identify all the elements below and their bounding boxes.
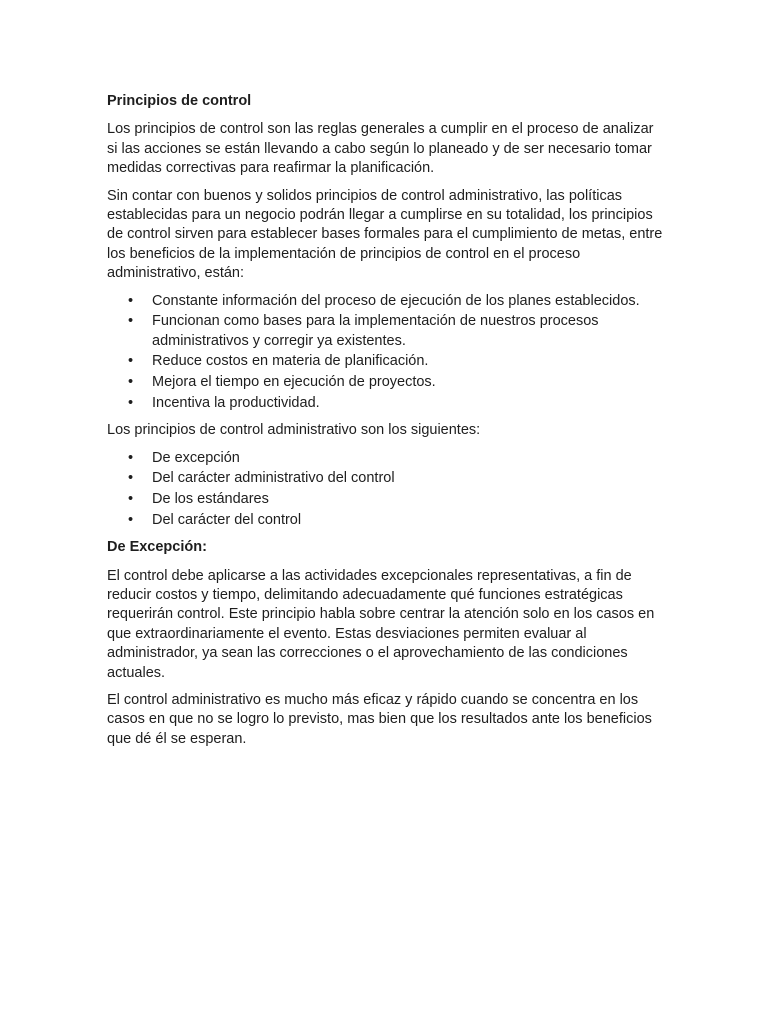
- bullet-icon: •: [128, 292, 134, 309]
- principles-intro: Los principios de control administrativo son los siguientes:: [107, 422, 481, 439]
- section-paragraph-2: El control administrativo es mucho más eficaz y rápido cuando se concentra en los casos en que no se logro lo previsto, mas bien que los resultados ante los beneficios que dé él se esperan.: [107, 692, 652, 747]
- section-paragraph-1: El control debe aplicarse a las actividades excepcionales representativas, a fin de reducir costos y tiempo, delimitando adecuadamente qué funciones estratégicas requerirán control. Este principio habla sobre centrar la atención solo en los casos en que extraordinariamente el evento. Estas desviaciones permiten evaluar al administrador, ya sean las correcciones o el aprovechamiento de las condiciones actuales.: [107, 567, 655, 681]
- bullet-icon: •: [128, 313, 134, 330]
- list-item: • Del carácter administrativo del control: [107, 469, 667, 488]
- bullet-icon: •: [128, 394, 134, 411]
- benefits-list: [107, 292, 667, 414]
- list-item: • Reduce costos en materia de planificación.: [107, 352, 667, 371]
- document-page: [107, 92, 667, 749]
- bullet-icon: •: [128, 511, 134, 528]
- list-item: • Mejora el tiempo en ejecución de proyectos.: [107, 373, 667, 392]
- list-item: • Constante información del proceso de ejecución de los planes establecidos.: [107, 292, 667, 311]
- list-item: • Del carácter del control: [107, 511, 667, 530]
- bullet-icon: •: [128, 449, 134, 466]
- intro-paragraph-1: Los principios de control son las reglas generales a cumplir en el proceso de analizar si las acciones se están llevando a cabo según lo planeado y de ser necesario tomar medidas correctivas para reafirmar la planificación.: [107, 121, 654, 177]
- list-item: • De los estándares: [107, 490, 667, 509]
- list-item: • Incentiva la productividad.: [107, 394, 667, 413]
- document-title: Principios de control: [107, 93, 252, 109]
- bullet-icon: •: [128, 374, 134, 391]
- bullet-icon: •: [128, 470, 134, 487]
- principles-list: [107, 449, 667, 531]
- section-heading: De Excepción:: [107, 539, 207, 556]
- bullet-icon: •: [128, 353, 134, 370]
- bullet-icon: •: [128, 491, 134, 508]
- list-item: • Funcionan como bases para la implementación de nuestros procesos administrativos y corregir ya existentes.: [128, 313, 599, 349]
- list-item: • De excepción: [107, 449, 667, 468]
- intro-paragraph-2: Sin contar con buenos y solidos principios de control administrativo, las políticas establecidas para un negocio podrán llegar a cumplirse en su totalidad, los principios de control sirven para establecer bases formales para el cumplimiento de metas, entre los beneficios de la implementación de principios de control en el proceso administrativo, están:: [107, 187, 663, 282]
